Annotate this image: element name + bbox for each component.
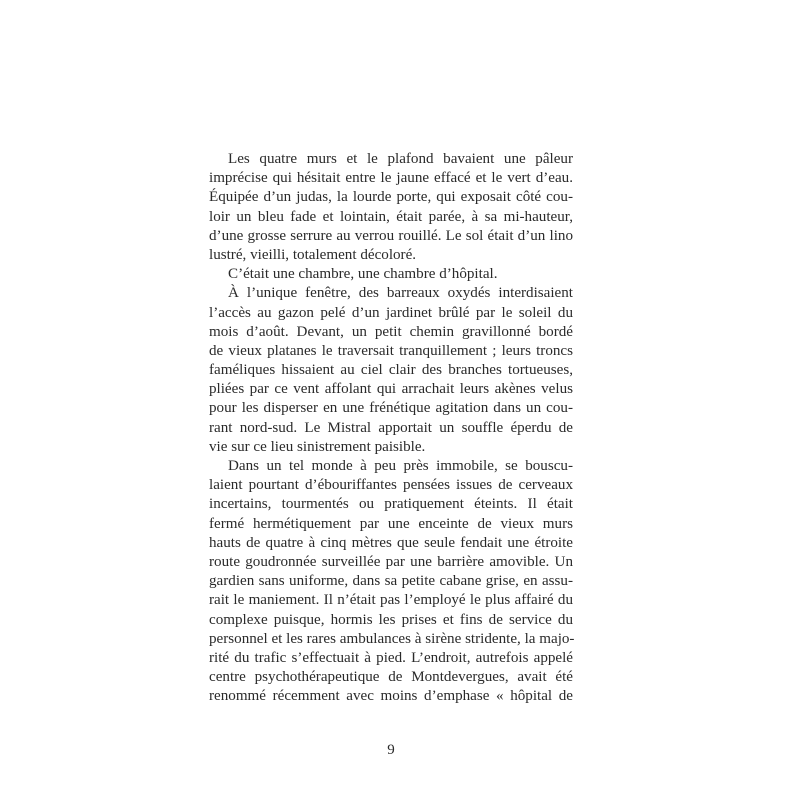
text-line: centre psychothérapeutique de Montdevergues, avait été bbox=[209, 669, 573, 686]
text-line: lustré, vieilli, totalement décoloré. bbox=[209, 246, 417, 263]
text-line: personnel et les rares ambulances à sirène stridente, la majo- bbox=[209, 630, 575, 647]
text-line: complexe puisque, hormis les prises et fins de service du bbox=[209, 611, 573, 628]
text-line: laient pourtant d’ébouriffantes pensées issues de cerveaux bbox=[209, 477, 573, 494]
text-line: d’une grosse serrure au verrou rouillé. Le sol était d’un lino bbox=[209, 227, 573, 244]
body-text bbox=[209, 150, 573, 706]
paragraph bbox=[209, 150, 573, 265]
text-line: loir un bleu fade et lointain, était parée, à sa mi-hauteur, bbox=[209, 208, 573, 225]
text-line: renommé récemment avec moins d’emphase « hôpital de bbox=[209, 688, 573, 705]
paragraph bbox=[209, 284, 573, 457]
text-line: rait le maniement. Il n’était pas l’employé le plus affairé du bbox=[209, 592, 573, 609]
text-line: gardien sans uniforme, dans sa petite cabane grise, en assu- bbox=[209, 573, 573, 590]
paragraph bbox=[209, 265, 573, 284]
text-line: À l’unique fenêtre, des barreaux oxydés interdisaient bbox=[228, 285, 573, 302]
text-line: fermé hermétiquement par une enceinte de vieux murs bbox=[209, 515, 573, 532]
text-line: Dans un tel monde à peu près immobile, se bouscu- bbox=[228, 458, 573, 474]
text-line: hauts de quatre à cinq mètres que seule fendait une étroite bbox=[209, 534, 573, 551]
text-line: rant nord-sud. Le Mistral apportait un souffle éperdu de bbox=[209, 419, 573, 436]
text-line: imprécise qui hésitait entre le jaune effacé et le vert d’eau. bbox=[209, 170, 573, 187]
text-line: C’était une chambre, une chambre d’hôpital. bbox=[228, 266, 498, 283]
text-line: route goudronnée surveillée par une barrière amovible. Un bbox=[209, 553, 573, 570]
text-line: faméliques hissaient au ciel clair des branches tortueuses, bbox=[209, 362, 573, 379]
text-line: Équipée d’un judas, la lourde porte, qui exposait côté cou- bbox=[209, 189, 573, 206]
text-line: de vieux platanes le traversait tranquillement ; leurs troncs bbox=[209, 342, 573, 359]
text-line: pour les disperser en une frénétique agitation dans un cou- bbox=[209, 400, 573, 417]
page-number: 9 bbox=[387, 742, 395, 758]
text-line: rité du trafic s’effectuait à pied. L’endroit, autrefois appelé bbox=[209, 649, 573, 666]
paragraph bbox=[209, 457, 573, 706]
text-line: mois d’août. Devant, un petit chemin gravillonné bordé bbox=[209, 323, 573, 340]
text-line: vie sur ce lieu sinistrement paisible. bbox=[209, 438, 426, 455]
text-line: pliées par ce vent affolant qui arrachait leurs akènes velus bbox=[209, 381, 573, 398]
text-line: incertains, tourmentés ou pratiquement éteints. Il était bbox=[209, 496, 573, 513]
text-line: Les quatre murs et le plafond bavaient une pâleur bbox=[228, 151, 573, 167]
text-line: l’accès au gazon pelé d’un jardinet brûlé par le soleil du bbox=[209, 304, 573, 321]
